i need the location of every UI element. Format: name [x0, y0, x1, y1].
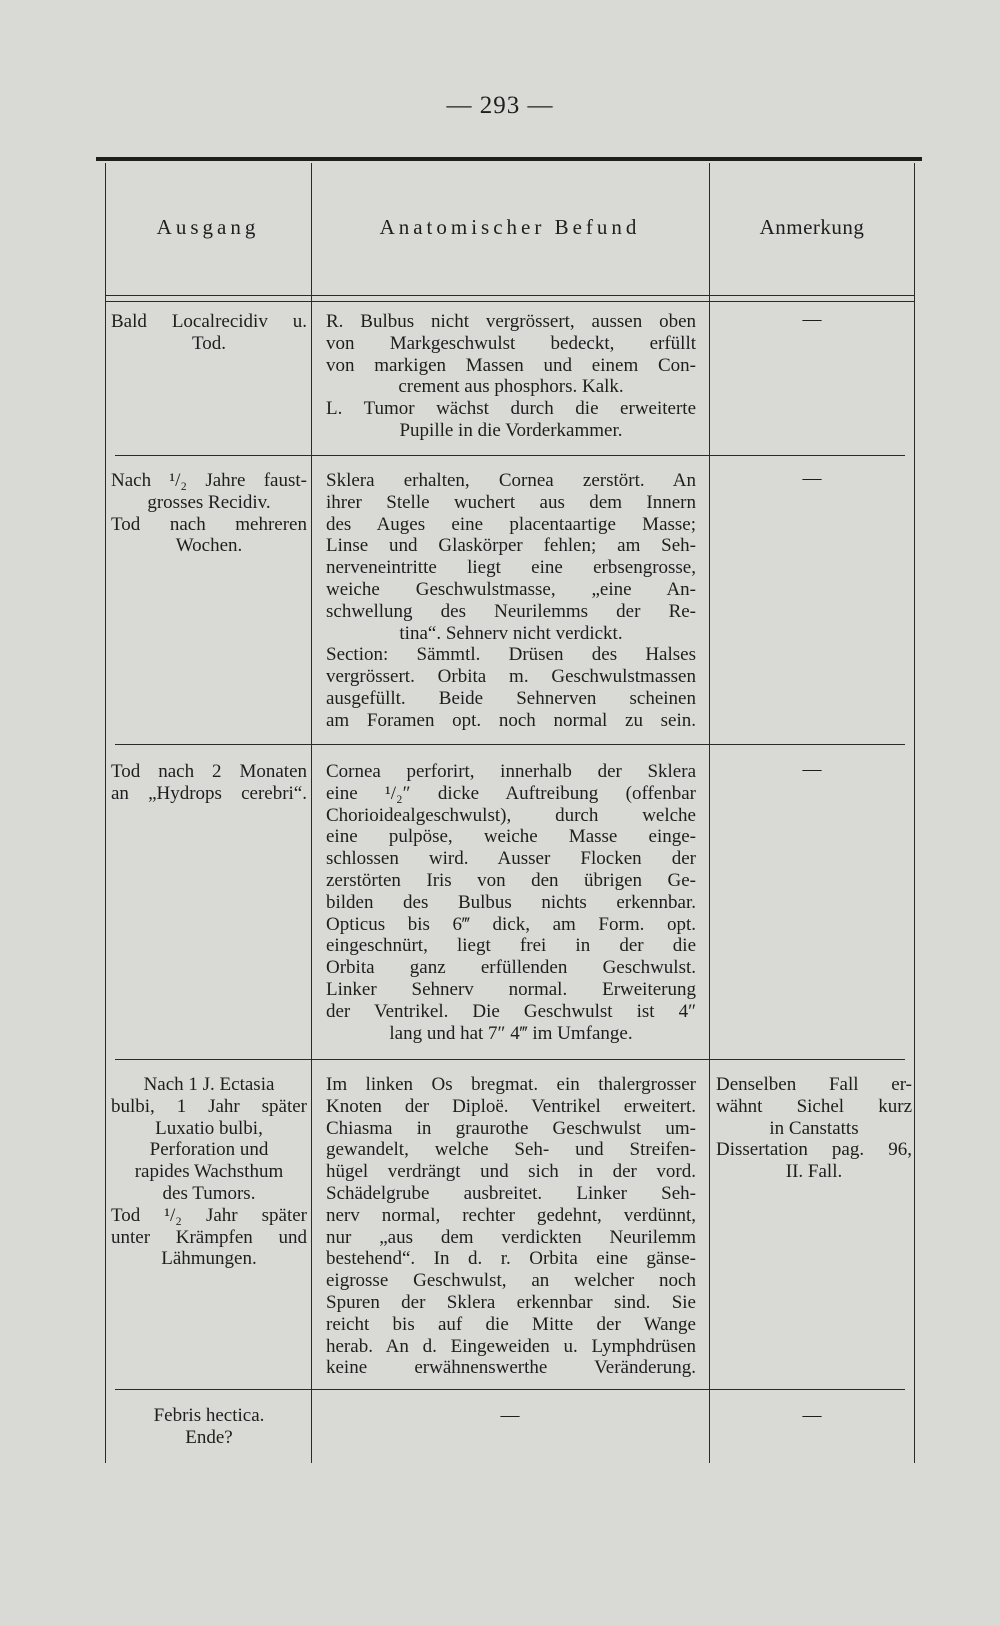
text-line: Lähmungen.: [161, 1248, 257, 1270]
text-line: gewandelt, welche Seh- und Streifen-: [326, 1139, 696, 1161]
row-3-befund: [326, 761, 696, 1044]
text-line: Perforation und: [149, 1139, 269, 1161]
text-line: Nach ¹/₂ Jahre faust-: [111, 470, 307, 491]
text-line: Denselben Fall er-: [716, 1074, 912, 1095]
text-line: Tod ¹/₂ Jahr später: [111, 1204, 307, 1226]
row-5-ausgang: [111, 1405, 307, 1449]
text-line: herab. An d. Eingeweiden u. Lymphdrüsen: [326, 1335, 696, 1357]
row-3-anmerkung: —: [802, 759, 822, 780]
row-2-anmerkung: —: [802, 468, 822, 489]
text-line: Schädelgrube ausbreitet. Linker Seh-: [326, 1182, 696, 1204]
row-4-anmerkung: [716, 1074, 912, 1183]
column-rule-left: [105, 163, 106, 1463]
text-line: Sklera erhalten, Cornea zerstört. An: [326, 470, 696, 491]
text-line: nerv normal, rechter gedehnt, verdünnt,: [326, 1204, 696, 1226]
text-line: Orbita ganz erfüllenden Geschwulst.: [326, 957, 696, 979]
text-line: Chorioidealgeschwulst), durch welche: [326, 804, 696, 826]
text-line: II. Fall.: [785, 1161, 843, 1183]
text-line: unter Krämpfen und: [111, 1226, 307, 1248]
header-anmerkung: Anmerkung: [759, 215, 865, 239]
text-line: des Tumors.: [162, 1182, 256, 1204]
text-line: Tod nach 2 Monaten: [111, 761, 307, 782]
column-rule-2: [709, 163, 710, 1463]
text-line: der Ventrikel. Die Geschwulst ist 4″: [326, 1000, 696, 1022]
text-line: Pupille in die Vorderkammer.: [399, 419, 623, 441]
text-line: von Markgeschwulst bedeckt, erfüllt: [326, 332, 696, 354]
text-line: eine pulpöse, weiche Masse einge-: [326, 826, 696, 848]
text-line: am Foramen opt. noch normal zu sein.: [326, 709, 696, 731]
text-line: R. Bulbus nicht vergrössert, aussen oben: [326, 311, 696, 332]
text-line: Spuren der Sklera erkennbar sind. Sie: [326, 1291, 696, 1313]
text-line: ihrer Stelle wuchert aus dem Innern: [326, 491, 696, 513]
text-line: grosses Recidiv.: [147, 491, 271, 513]
page-number: — 293 —: [446, 92, 554, 119]
header-double-rule: [105, 295, 914, 302]
text-line: Tod.: [191, 332, 227, 354]
text-line: wähnt Sichel kurz: [716, 1095, 912, 1117]
text-line: Wochen.: [175, 535, 243, 557]
text-line: schwellung des Neurilemms der Re-: [326, 600, 696, 622]
text-line: Im linken Os bregmat. ein thalergrosser: [326, 1074, 696, 1095]
text-line: des Auges eine placentaartige Masse;: [326, 513, 696, 535]
text-line: keine erwähnenswerthe Veränderung.: [326, 1357, 696, 1379]
text-line: nur „aus dem verdickten Neurilemm: [326, 1226, 696, 1248]
text-line: ausgefüllt. Beide Sehnerven scheinen: [326, 687, 696, 709]
text-line: bestehend“. In d. r. Orbita eine gänse-: [326, 1248, 696, 1270]
text-line: crement aus phosphors. Kalk.: [398, 376, 624, 398]
text-line: bulbi, 1 Jahr später: [111, 1095, 307, 1117]
text-line: Section: Sämmtl. Drüsen des Halses: [326, 644, 696, 666]
text-line: an „Hydrops cerebri“.: [111, 782, 307, 804]
text-line: in Canstatts: [769, 1117, 859, 1139]
text-line: lang und hat 7″ 4‴ im Umfange.: [389, 1022, 633, 1044]
text-line: Opticus bis 6‴ dick, am Form. opt.: [326, 913, 696, 935]
text-line: Luxatio bulbi,: [155, 1117, 263, 1139]
text-line: eingeschnürt, liegt frei in der die: [326, 935, 696, 957]
row-5-befund: —: [500, 1405, 520, 1426]
text-line: Linker Sehnerv normal. Erweiterung: [326, 978, 696, 1000]
table-top-rule: [96, 157, 922, 161]
text-line: Dissertation pag. 96,: [716, 1139, 912, 1161]
text-line: tina“. Sehnerv nicht verdickt.: [399, 622, 623, 644]
text-line: Bald Localrecidiv u.: [111, 311, 307, 332]
row-4-ausgang: [111, 1074, 307, 1270]
row-separator: [115, 1059, 905, 1060]
row-3-ausgang: [111, 761, 307, 805]
text-line: Febris hectica.: [153, 1405, 265, 1426]
row-1-befund: [326, 311, 696, 442]
text-line: rapides Wachsthum: [134, 1161, 284, 1183]
text-line: eigrosse Geschwulst, an welcher noch: [326, 1270, 696, 1292]
text-line: Knoten der Diploë. Ventrikel erweitert.: [326, 1095, 696, 1117]
row-4-befund: [326, 1074, 696, 1379]
text-line: Ende?: [185, 1426, 233, 1448]
row-separator: [115, 455, 905, 456]
row-1-anmerkung: —: [802, 309, 822, 330]
header-ausgang: Ausgang: [156, 215, 260, 239]
row-2-ausgang: [111, 470, 307, 557]
row-separator: [115, 1389, 905, 1390]
text-line: Nach 1 J. Ectasia: [143, 1074, 275, 1095]
text-line: von markigen Massen und einem Con-: [326, 354, 696, 376]
text-line: eine ¹/₂″ dicke Auftreibung (offenbar: [326, 782, 696, 804]
text-line: reicht bis auf die Mitte der Wange: [326, 1313, 696, 1335]
text-line: weiche Geschwulstmasse, „eine An-: [326, 578, 696, 600]
header-befund: Anatomischer Befund: [379, 215, 641, 239]
text-line: schlossen wird. Ausser Flocken der: [326, 848, 696, 870]
text-line: bilden des Bulbus nichts erkennbar.: [326, 891, 696, 913]
row-separator: [115, 744, 905, 745]
row-5-anmerkung: —: [802, 1405, 822, 1426]
column-rule-1: [311, 163, 312, 1463]
text-line: Cornea perforirt, innerhalb der Sklera: [326, 761, 696, 782]
text-line: hügel verdrängt und sich in der vord.: [326, 1161, 696, 1183]
column-rule-right: [914, 163, 915, 1463]
row-1-ausgang: [111, 311, 307, 355]
text-line: L. Tumor wächst durch die erweiterte: [326, 398, 696, 420]
text-line: Linse und Glaskörper fehlen; am Seh-: [326, 535, 696, 557]
text-line: Tod nach mehreren: [111, 513, 307, 535]
text-line: Chiasma in graurothe Geschwulst um-: [326, 1117, 696, 1139]
text-line: vergrössert. Orbita m. Geschwulstmassen: [326, 666, 696, 688]
row-2-befund: [326, 470, 696, 732]
text-line: nerveneintritte liegt eine erbsengrosse,: [326, 557, 696, 579]
text-line: zerstörten Iris von den übrigen Ge-: [326, 869, 696, 891]
